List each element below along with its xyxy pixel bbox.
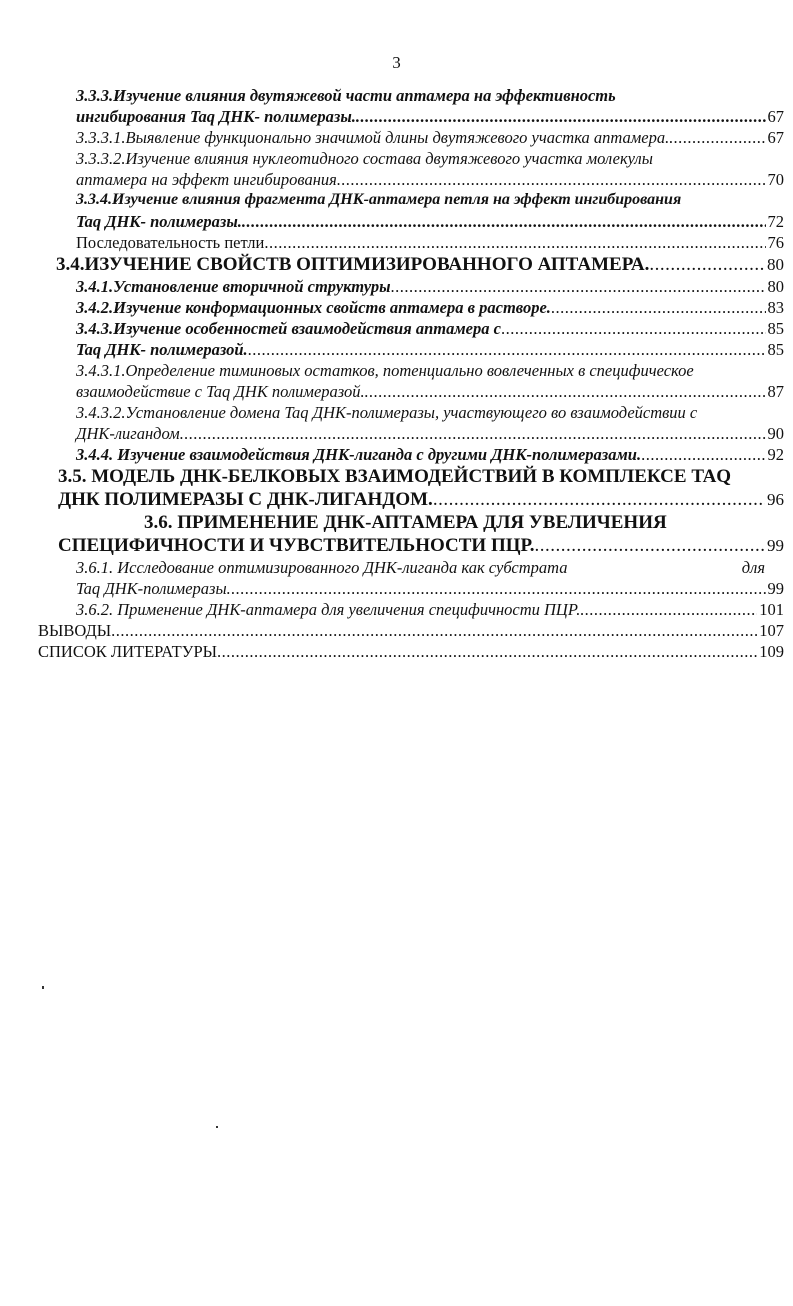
dot-leader <box>356 107 766 127</box>
toc-entry-text: ДНК ПОЛИМЕРАЗЫ С ДНК-ЛИГАНДОМ. <box>58 489 433 510</box>
toc-entry-text: взаимодействие с Taq ДНК полимеразой. <box>76 382 365 401</box>
toc-entry-loop-sequence[interactable] <box>0 233 793 254</box>
toc-page-number: 67 <box>767 107 784 126</box>
toc-entry-text: СПИСОК ЛИТЕРАТУРЫ <box>38 642 218 661</box>
toc-entry-3-4-4[interactable] <box>0 445 793 466</box>
toc-entry-3-4-3-2-cont[interactable] <box>0 424 793 445</box>
toc-page-number: 109 <box>759 642 784 661</box>
toc-entry-text: ДНК-лигандом <box>76 424 180 443</box>
dot-leader <box>217 642 757 662</box>
toc-entry-text: Taq ДНК-полимеразы <box>76 579 227 598</box>
table-of-contents <box>0 86 793 663</box>
toc-entry-3-3-3 <box>0 86 793 107</box>
toc-entry-3-3-3-1[interactable] <box>0 128 793 149</box>
dot-leader <box>534 535 765 557</box>
toc-page-number: 72 <box>767 212 784 231</box>
dot-leader <box>649 254 765 276</box>
toc-entry-text: 3.6.1. Исследование оптимизированного ДНК-лиганда как субстрата <box>76 558 568 577</box>
toc-entry-3-5 <box>0 466 793 489</box>
toc-entry-3-4-2[interactable] <box>0 298 793 319</box>
toc-page-number: 92 <box>767 445 784 464</box>
dot-leader <box>551 298 766 318</box>
toc-page-number: 76 <box>767 233 784 252</box>
toc-entry-3-5-cont[interactable] <box>0 489 793 512</box>
toc-entry-text: Последовательность петли <box>76 233 265 252</box>
dot-leader <box>391 277 766 297</box>
toc-entry-3-4[interactable] <box>0 254 793 277</box>
toc-entry-text: Taq ДНК- полимеразы. <box>76 212 242 231</box>
toc-entry-text: ингибирования Taq ДНК- полимеразы. <box>76 107 356 126</box>
dot-leader <box>641 445 765 465</box>
toc-entry-text: аптамера на эффект ингибирования <box>76 170 337 189</box>
toc-entry-3-4-3-cont[interactable] <box>0 340 793 361</box>
toc-page-number: 83 <box>767 298 784 317</box>
dot-leader <box>365 382 766 402</box>
toc-entry-3-6-cont[interactable] <box>0 535 793 558</box>
dot-leader <box>242 212 766 232</box>
toc-entry-text: 3.3.3.2.Изучение влияния нуклеотидного состава двутяжевого участка молекулы <box>76 149 653 168</box>
toc-page-number: 85 <box>767 340 784 359</box>
dot-leader <box>669 128 765 148</box>
toc-page-number: 80 <box>767 255 784 274</box>
toc-entry-conclusions[interactable] <box>0 621 793 642</box>
toc-entry-text: 3.4.2.Изучение конформационных свойств аптамера в растворе. <box>76 298 551 317</box>
toc-entry-text: 3.4.1.Установление вторичной структуры <box>76 277 391 296</box>
toc-page-number: 90 <box>767 424 784 443</box>
dot-leader <box>248 340 766 360</box>
dot-leader <box>433 489 765 511</box>
toc-page-number: 85 <box>767 319 784 338</box>
toc-entry-text: 3.4.3.1.Определение тиминовых остатков, потенциально вовлеченных в специфическое <box>76 361 694 380</box>
toc-entry-3-4-3[interactable] <box>0 319 793 340</box>
toc-page-number: 99 <box>767 579 784 598</box>
page-number: 3 <box>392 53 401 72</box>
dot-leader <box>337 170 766 190</box>
toc-page-number: 80 <box>767 277 784 296</box>
toc-entry-3-3-3-cont[interactable] <box>0 107 793 128</box>
dot-leader <box>111 621 757 641</box>
toc-entry-3-3-3-2-cont[interactable] <box>0 170 793 191</box>
toc-page-number: 67 <box>767 128 784 147</box>
toc-entry-text: 3.3.3.Изучение влияния двутяжевой части аптамера на эффективность <box>76 86 616 105</box>
toc-entry-3-4-3-2 <box>0 403 793 424</box>
toc-page-number: 70 <box>767 170 784 189</box>
toc-page-number: 96 <box>767 490 784 509</box>
toc-entry-3-3-4-cont[interactable] <box>0 212 793 233</box>
toc-entry-3-6-2[interactable] <box>0 600 793 621</box>
toc-entry-text: 3.5. МОДЕЛЬ ДНК-БЕЛКОВЫХ ВЗАИМОДЕЙСТВИЙ В КОМПЛЕКСЕ TAQ <box>58 466 732 487</box>
toc-entry-text: 3.3.3.1.Выявление функционально значимой длины двутяжевого участка аптамера. <box>76 128 670 147</box>
toc-page-number: 107 <box>759 621 784 640</box>
scan-speck <box>216 1126 218 1128</box>
toc-entry-3-4-3-1 <box>0 361 793 382</box>
toc-entry-text: СПЕЦИФИЧНОСТИ И ЧУВСТВИТЕЛЬНОСТИ ПЦР. <box>58 535 535 556</box>
toc-entry-3-3-4 <box>0 191 793 212</box>
toc-entry-references[interactable] <box>0 642 793 663</box>
toc-entry-text: 3.6.2. Применение ДНК-аптамера для увеличения специфичности ПЦР. <box>76 600 581 619</box>
toc-entry-3-4-3-1-cont[interactable] <box>0 382 793 403</box>
scan-speck <box>42 986 44 989</box>
toc-entry-text: 3.4.ИЗУЧЕНИЕ СВОЙСТВ ОПТИМИЗИРОВАННОГО АПТАМЕРА. <box>56 254 650 275</box>
toc-page-number: 101 <box>759 600 784 619</box>
dot-leader <box>180 424 766 444</box>
toc-entry-3-6 <box>0 512 793 535</box>
toc-entry-tail: для <box>741 558 765 577</box>
toc-entry-3-6-1-cont[interactable] <box>0 579 793 600</box>
toc-entry-text: 3.4.4. Изучение взаимодействия ДНК-лиганда с другими ДНК-полимеразами. <box>76 445 642 464</box>
toc-page-number: 87 <box>767 382 784 401</box>
dot-leader <box>264 233 765 253</box>
toc-page-number: 99 <box>767 536 784 555</box>
dot-leader <box>501 319 766 339</box>
dot-leader <box>227 579 766 599</box>
toc-entry-text: 3.3.4.Изучение влияния фрагмента ДНК-аптамера петля на эффект ингибирования <box>76 191 682 208</box>
toc-entry-3-6-1 <box>0 558 793 579</box>
toc-entry-text: 3.4.3.2.Установление домена Taq ДНК-полимеразы, участвующего во взаимодействии с <box>76 403 698 422</box>
toc-entry-3-3-3-2 <box>0 149 793 170</box>
dot-leader <box>580 600 757 620</box>
toc-entry-3-4-1[interactable] <box>0 277 793 298</box>
toc-entry-text: Taq ДНК- полимеразой. <box>76 340 248 359</box>
toc-entry-text: 3.6. ПРИМЕНЕНИЕ ДНК-АПТАМЕРА ДЛЯ УВЕЛИЧЕНИЯ <box>144 512 667 533</box>
toc-entry-text: ВЫВОДЫ <box>38 621 112 640</box>
toc-entry-text: 3.4.3.Изучение особенностей взаимодействия аптамера с <box>76 319 501 338</box>
